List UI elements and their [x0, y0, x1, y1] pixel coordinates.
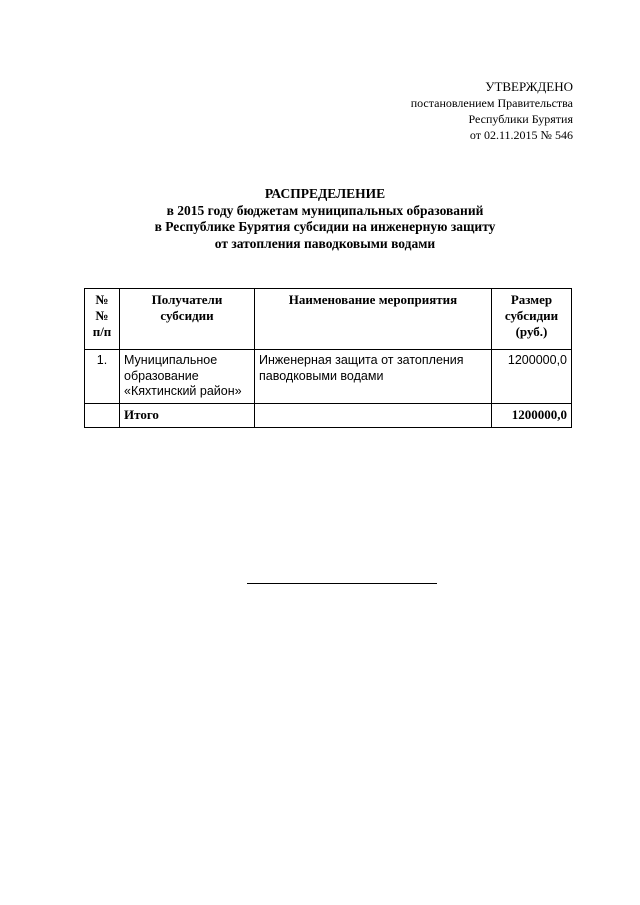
title-line-3: в Республике Бурятия субсидии на инженерную защиту: [154, 219, 496, 234]
approval-line-2: Республики Бурятия: [468, 112, 573, 126]
header-activity: Наименование мероприятия: [255, 289, 492, 350]
header-recipient: Получатели субсидии: [120, 289, 255, 350]
row-number: 1.: [85, 350, 120, 404]
document-title: [80, 186, 570, 252]
total-row: [85, 403, 572, 427]
row-activity: Инженерная защита от затопления паводковыми водами: [255, 350, 492, 404]
title-line-1: РАСПРЕДЕЛЕНИЕ: [264, 186, 386, 201]
title-line-2: в 2015 году бюджетам муниципальных образований: [166, 202, 484, 218]
title-line-4: от затопления паводковыми водами: [214, 235, 436, 251]
row-amount: 1200000,0: [492, 350, 572, 404]
total-amount: 1200000,0: [492, 403, 572, 427]
total-empty-cell: [85, 403, 120, 427]
table-header-row: [85, 289, 572, 350]
approval-line-3: от 02.11.2015 № 546: [469, 128, 573, 142]
header-number: №№ п/п: [85, 289, 120, 350]
distribution-table: [84, 288, 572, 428]
approval-stamp: УТВЕРЖДЕНО: [485, 79, 573, 94]
approval-block: [411, 79, 573, 143]
approval-line-1: постановлением Правительства: [410, 96, 573, 110]
end-separator-line: [247, 583, 437, 584]
row-recipient: Муниципальное образование «Кяхтинский район»: [120, 350, 255, 404]
header-amount: Размер субсидии (руб.): [492, 289, 572, 350]
total-empty-activity: [255, 403, 492, 427]
total-label: Итого: [120, 403, 255, 427]
table-row: [85, 350, 572, 404]
